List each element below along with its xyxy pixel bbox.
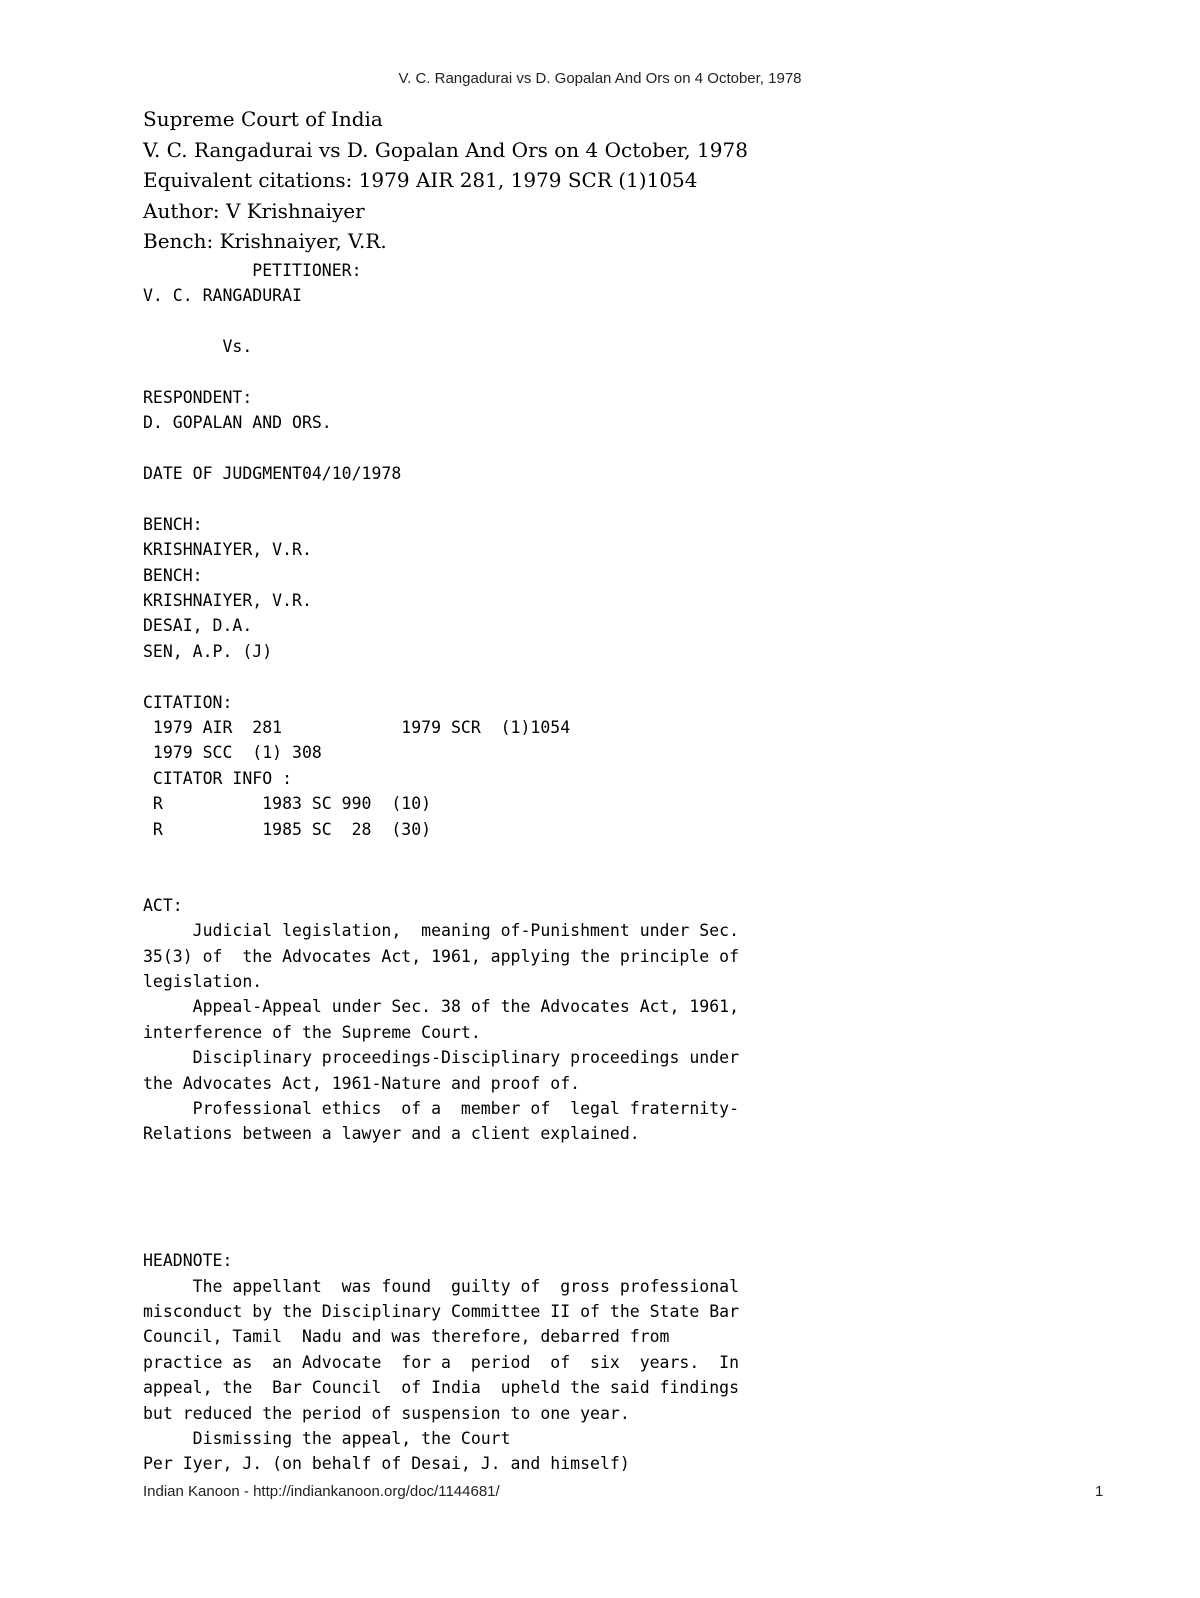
body-line: Relations between a lawyer and a client explained.	[143, 1124, 640, 1144]
body-line	[143, 867, 739, 892]
body-line: 35(3) of the Advocates Act, 1961, applying the principle of	[143, 946, 740, 966]
body-line: RESPONDENT:	[143, 387, 253, 407]
body-line: D. GOPALAN AND ORS.	[143, 413, 332, 433]
body-line	[143, 436, 739, 461]
body-line: practice as an Advocate for a period of six years. In	[143, 1352, 740, 1372]
body-line	[143, 309, 739, 334]
body-line: DATE OF JUDGMENT04/10/1978	[143, 464, 402, 484]
author: Author: V Krishnaiyer	[143, 198, 365, 223]
body-line: Professional ethics of a member of legal fraternity-	[143, 1098, 740, 1118]
body-line: Dismissing the appeal, the Court	[143, 1428, 511, 1448]
body-line: BENCH:	[143, 565, 203, 585]
body-line: the Advocates Act, 1961-Nature and proof of.	[143, 1073, 581, 1093]
body-line: Vs.	[143, 337, 253, 357]
body-line: Per Iyer, J. (on behalf of Desai, J. and himself)	[143, 1454, 630, 1474]
body-line: CITATION:	[143, 692, 233, 712]
body-line	[143, 1147, 739, 1172]
equivalent-citations: Equivalent citations: 1979 AIR 281, 1979 SCR (1)1054	[143, 168, 698, 192]
body-line: R 1985 SC 28 (30)	[143, 819, 432, 839]
body-line: ACT:	[143, 895, 183, 915]
body-line: BENCH:	[143, 514, 203, 534]
body-line	[143, 360, 739, 385]
body-line: Judicial legislation, meaning of-Punishment under Sec.	[143, 921, 740, 941]
body-line: Council, Tamil Nadu and was therefore, debarred from	[143, 1327, 670, 1347]
running-header: V. C. Rangadurai vs D. Gopalan And Ors on 4 October, 1978	[398, 70, 802, 87]
body-line	[143, 1172, 739, 1197]
body-line: Appeal-Appeal under Sec. 38 of the Advocates Act, 1961,	[143, 997, 740, 1017]
body-line: SEN, A.P. (J)	[143, 641, 273, 661]
page-number: 1	[1095, 1483, 1104, 1500]
body-line	[143, 487, 739, 512]
body-line: interference of the Supreme Court.	[143, 1022, 481, 1042]
body-line: KRISHNAIYER, V.R.	[143, 540, 312, 560]
case-metadata	[143, 104, 748, 257]
body-line: KRISHNAIYER, V.R.	[143, 591, 312, 611]
body-line	[143, 842, 739, 867]
case-title: V. C. Rangadurai vs D. Gopalan And Ors on 4 October, 1978	[143, 137, 748, 162]
body-line	[143, 664, 739, 689]
court-name: Supreme Court of India	[143, 107, 383, 131]
body-line: Disciplinary proceedings-Disciplinary proceedings under	[143, 1048, 740, 1068]
body-line	[143, 1197, 739, 1222]
body-line: V. C. RANGADURAI	[143, 286, 302, 306]
body-line: PETITIONER:	[143, 261, 362, 280]
source-footer: Indian Kanoon - http://indiankanoon.org/doc/1144681/	[143, 1483, 500, 1500]
bench: Bench: Krishnaiyer, V.R.	[143, 229, 387, 253]
body-line: but reduced the period of suspension to one year.	[143, 1403, 630, 1423]
body-line: R 1983 SC 990 (10)	[143, 794, 432, 814]
body-line: HEADNOTE:	[143, 1251, 233, 1271]
body-line: 1979 SCC (1) 308	[143, 743, 322, 763]
body-line: 1979 AIR 281 1979 SCR (1)1054	[143, 718, 571, 738]
body-line: CITATOR INFO :	[143, 768, 293, 788]
body-line: legislation.	[143, 971, 263, 991]
body-line: The appellant was found guilty of gross professional	[143, 1276, 740, 1296]
judgment-body	[143, 258, 739, 1477]
body-line	[143, 1223, 739, 1248]
body-line: appeal, the Bar Council of India upheld the said findings	[143, 1378, 740, 1398]
body-line: misconduct by the Disciplinary Committee II of the State Bar	[143, 1302, 740, 1322]
body-line: DESAI, D.A.	[143, 616, 253, 636]
